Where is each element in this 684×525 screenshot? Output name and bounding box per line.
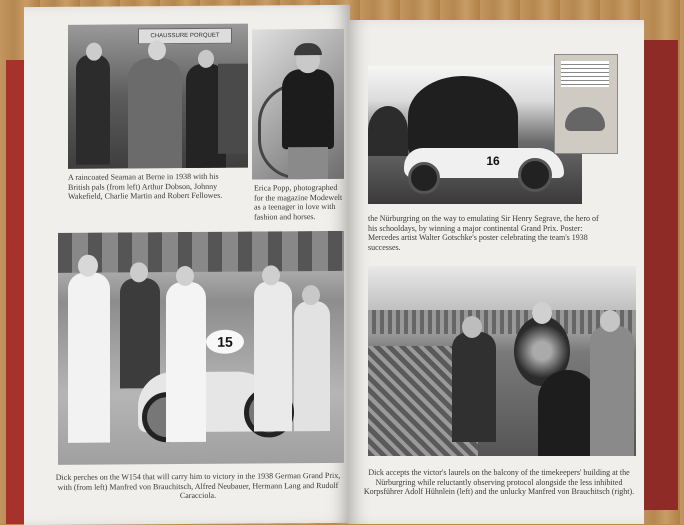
gotschke-poster xyxy=(554,54,618,154)
photo-w154-team xyxy=(58,231,344,465)
caption-nurburgring: the Nürburgring on the way to emulating Sir Henry Segrave, the hero of his schooldays, by winning a major continental Grand Prix. Poster: Mercedes artist Walter Gotschke's poster celebrating the team's 1938 successes. xyxy=(368,214,599,252)
caption-seaman-berne: A raincoated Seaman at Berne in 1938 with his British pals (from left) Arthur Dobson, Johnny Wakefield, Charlie Martin and Robert Fellowes. xyxy=(68,171,223,202)
photo-mercedes-racing xyxy=(368,66,582,204)
car-number-16: 16 xyxy=(486,154,500,168)
caption-w154-team: Dick perches on the W154 that will carry him to victory in the 1938 German Grand Prix, with (from left) Manfred von Brauchitsch, Alfred Neubauer, Hermann Lang and Rudolf Caracciola. xyxy=(55,470,341,501)
photo-erica-popp xyxy=(252,29,344,180)
car-number-15: 15 xyxy=(206,330,244,354)
shop-sign: CHAUSSURE PORQUET xyxy=(138,28,232,45)
right-page xyxy=(348,20,644,524)
left-page xyxy=(24,5,350,525)
caption-victor-laurels: Dick accepts the victor's laurels on the balcony of the timekeepers' building at the Nürburgring while reluctantly observing protocol alongside the less inhibited Korpsführer Adolf Hühnlein (left) and the unlucky Manfred von Brauchitsch (right). xyxy=(363,468,635,497)
photo-victor-laurels xyxy=(368,266,636,456)
caption-erica-popp: Erica Popp, photographed for the magazine Modewelt as a teenager in love with fashion and horses. xyxy=(254,182,343,222)
photo-seaman-berne xyxy=(68,24,248,169)
